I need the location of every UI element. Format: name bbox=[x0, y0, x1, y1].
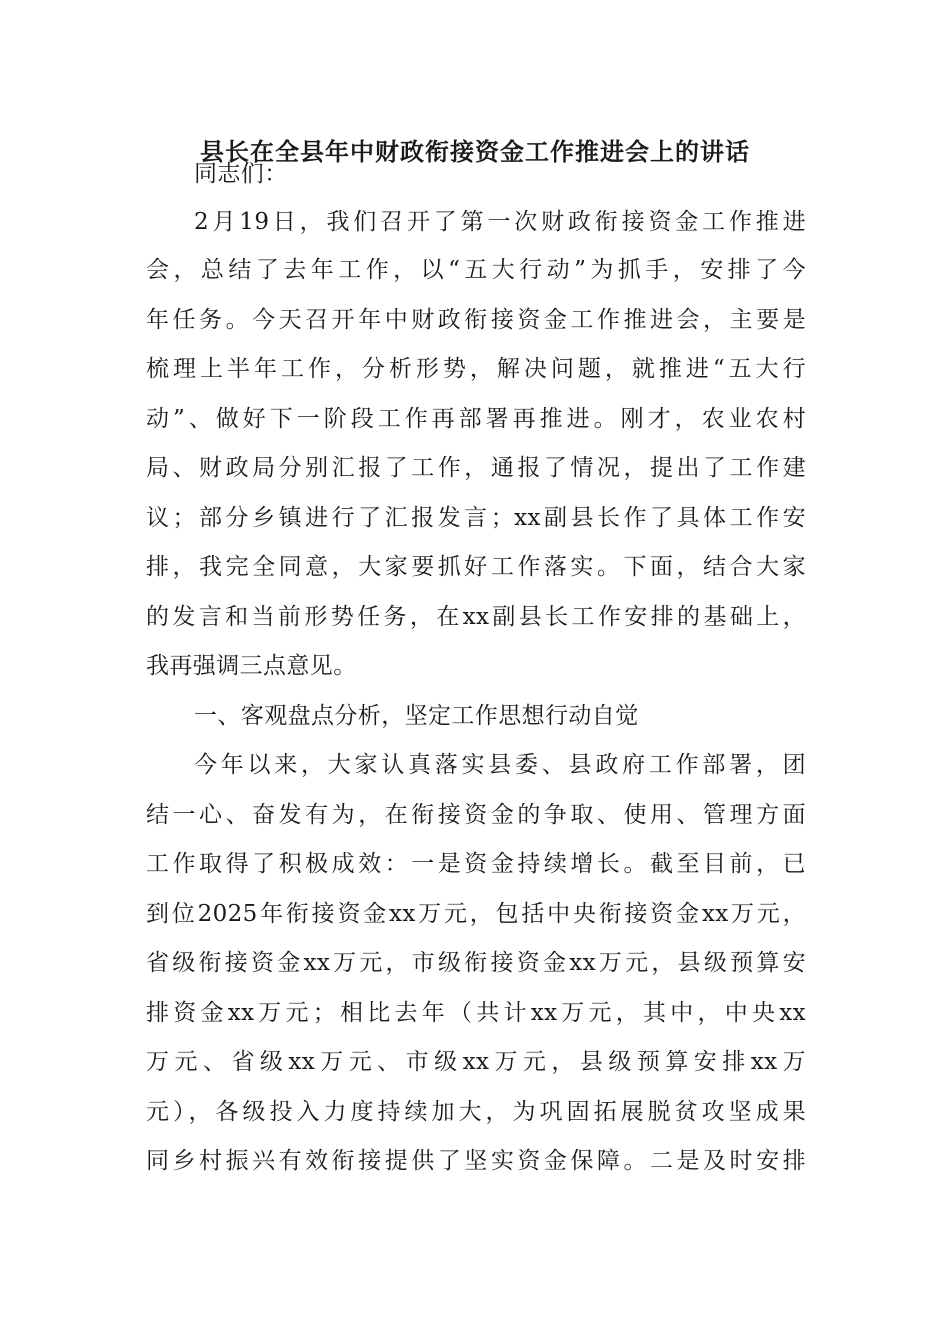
paragraph-line: 会，总结了去年工作，以“五大行动”为抓手，安排了今 bbox=[146, 257, 806, 283]
paragraph-line: 工作取得了积极成效：一是资金持续增长。截至目前，已 bbox=[146, 851, 806, 877]
paragraph-line: 动”、做好下一阶段工作再部署再推进。刚才，农业农村 bbox=[146, 406, 806, 432]
paragraph-line: 排资金xx万元；相比去年（共计xx万元，其中，中央xx bbox=[146, 1000, 806, 1026]
paragraph-line: 省级衔接资金xx万元，市级衔接资金xx万元，县级预算安 bbox=[146, 950, 806, 976]
paragraph-line: 结一心、奋发有为，在衔接资金的争取、使用、管理方面 bbox=[146, 802, 806, 828]
paragraph-line: 万元、省级xx万元、市级xx万元，县级预算安排xx万 bbox=[146, 1049, 806, 1075]
paragraph-line: 的发言和当前形势任务，在xx副县长工作安排的基础上， bbox=[146, 604, 806, 630]
paragraph-line: 元），各级投入力度持续加大，为巩固拓展脱贫攻坚成果 bbox=[146, 1099, 806, 1125]
paragraph-line: 到位2025年衔接资金xx万元，包括中央衔接资金xx万元， bbox=[146, 901, 806, 927]
salutation-line: 同志们： bbox=[194, 161, 288, 187]
document-title: 县长在全县年中财政衔接资金工作推进会上的讲话 bbox=[200, 137, 750, 166]
paragraph-line: 同乡村振兴有效衔接提供了坚实资金保障。二是及时安排 bbox=[146, 1148, 806, 1174]
paragraph-line: 议；部分乡镇进行了汇报发言；xx副县长作了具体工作安 bbox=[146, 505, 806, 531]
paragraph-line: 梳理上半年工作，分析形势，解决问题，就推进“五大行 bbox=[146, 356, 806, 382]
paragraph-line: 2月19日，我们召开了第一次财政衔接资金工作推进 bbox=[194, 209, 806, 235]
section-heading: 一、客观盘点分析，坚定工作思想行动自觉 bbox=[194, 703, 639, 729]
paragraph-line: 我再强调三点意见。 bbox=[146, 653, 357, 679]
paragraph-line: 局、财政局分别汇报了工作，通报了情况，提出了工作建 bbox=[146, 455, 806, 481]
paragraph-line: 今年以来，大家认真落实县委、县政府工作部署，团 bbox=[194, 752, 806, 778]
paragraph-line: 排，我完全同意，大家要抓好工作落实。下面，结合大家 bbox=[146, 554, 806, 580]
paragraph-line: 年任务。今天召开年中财政衔接资金工作推进会，主要是 bbox=[146, 307, 806, 333]
